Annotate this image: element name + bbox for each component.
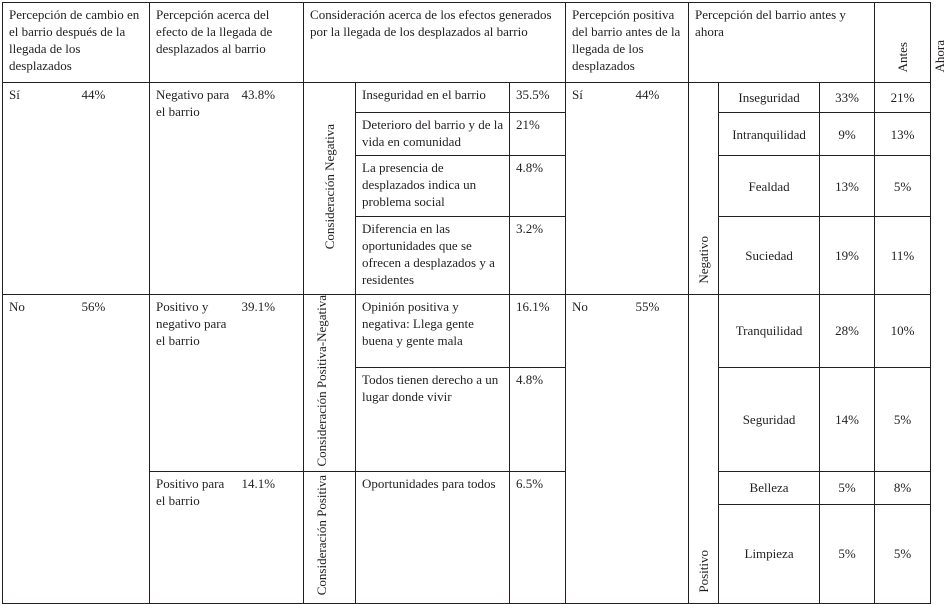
positiva-label: No (566, 295, 630, 604)
header-positiva-antes: Percepción positiva del barrio antes de la llegada de los desplazados (566, 3, 689, 83)
table-row (3, 83, 931, 113)
cambio-label: No (3, 295, 76, 604)
efecto-pct: 43.8% (236, 83, 304, 295)
barrio-antes: 33% (820, 83, 875, 113)
consideracion-pct: 35.5% (510, 83, 566, 113)
barrio-group-cell (689, 83, 719, 295)
barrio-item: Suciedad (719, 217, 820, 295)
consideracion-item: Inseguridad en el barrio (356, 83, 510, 113)
positiva-pct: 44% (630, 83, 689, 295)
positiva-label: Sí (566, 83, 630, 295)
barrio-group-label: Negativo (696, 236, 712, 284)
consideracion-item: Todos tienen derecho a un lugar donde vivir (356, 367, 510, 471)
barrio-item: Limpieza (719, 504, 820, 603)
barrio-ahora: 11% (875, 217, 931, 295)
barrio-ahora: 5% (875, 156, 931, 217)
efecto-pct: 39.1% (236, 295, 304, 472)
consideracion-group-label: Consideración Positiva (313, 474, 329, 596)
consideracion-pct: 21% (510, 113, 566, 156)
consideracion-pct: 6.5% (510, 471, 566, 603)
barrio-antes: 28% (820, 295, 875, 368)
barrio-item: Inseguridad (719, 83, 820, 113)
consideracion-item: La presencia de desplazados indica un problema social (356, 156, 510, 217)
positiva-pct: 55% (630, 295, 689, 604)
barrio-ahora: 10% (875, 295, 931, 368)
barrio-ahora: 8% (875, 471, 931, 504)
consideracion-pct: 4.8% (510, 156, 566, 217)
consideracion-group-cell (304, 471, 356, 603)
consideracion-item: Deterioro del barrio y de la vida en comunidad (356, 113, 510, 156)
barrio-group-cell (689, 295, 719, 604)
barrio-antes: 5% (820, 504, 875, 603)
efecto-label: Negativo para el barrio (150, 83, 236, 295)
barrio-group-label: Positivo (696, 549, 712, 593)
barrio-item: Intranquilidad (719, 113, 820, 156)
barrio-item: Belleza (719, 471, 820, 504)
barrio-ahora: 21% (875, 83, 931, 113)
header-consideracion: Consideración acerca de los efectos generados por la llegada de los desplazados al barrio (304, 3, 566, 83)
consideracion-pct: 4.8% (510, 367, 566, 471)
consideracion-item: Diferencia en las oportunidades que se ofrecen a desplazados y a residentes (356, 217, 510, 295)
barrio-item: Fealdad (719, 156, 820, 217)
barrio-antes: 14% (820, 367, 875, 471)
consideracion-pct: 16.1% (510, 295, 566, 368)
cambio-label: Sí (3, 83, 76, 295)
header-ahora: Ahora (932, 39, 948, 72)
barrio-antes: 13% (820, 156, 875, 217)
efecto-pct: 14.1% (236, 471, 304, 603)
consideracion-pct: 3.2% (510, 217, 566, 295)
efecto-label: Positivo para el barrio (150, 471, 236, 603)
cambio-pct: 56% (76, 295, 150, 604)
barrio-item: Seguridad (719, 367, 820, 471)
consideracion-group-label: Consideración Positiva-Negativa (313, 295, 329, 467)
barrio-ahora: 5% (875, 504, 931, 603)
consideracion-group-label: Consideración Negativa (322, 123, 338, 250)
header-barrio: Percepción del barrio antes y ahora (689, 3, 875, 83)
barrio-antes: 9% (820, 113, 875, 156)
perception-table (2, 2, 948, 604)
header-row (3, 3, 931, 83)
consideracion-group-cell (304, 295, 356, 472)
barrio-antes: 5% (820, 471, 875, 504)
cambio-pct: 44% (76, 83, 150, 295)
consideracion-group-cell (304, 83, 356, 295)
barrio-antes: 19% (820, 217, 875, 295)
table-row (3, 295, 931, 368)
barrio-item: Tranquilidad (719, 295, 820, 368)
header-cambio: Percepción de cambio en el barrio después de la llegada de los desplazados (3, 3, 150, 83)
header-efecto: Percepción acerca del efecto de la llegada de desplazados al barrio (150, 3, 304, 83)
barrio-ahora: 13% (875, 113, 931, 156)
barrio-ahora: 5% (875, 367, 931, 471)
efecto-label: Positivo y negativo para el barrio (150, 295, 236, 472)
header-antes-cell (875, 3, 931, 83)
header-antes: Antes (895, 41, 911, 72)
consideracion-item: Oportunidades para todos (356, 471, 510, 603)
consideracion-item: Opinión positiva y negativa: Llega gente buena y gente mala (356, 295, 510, 368)
